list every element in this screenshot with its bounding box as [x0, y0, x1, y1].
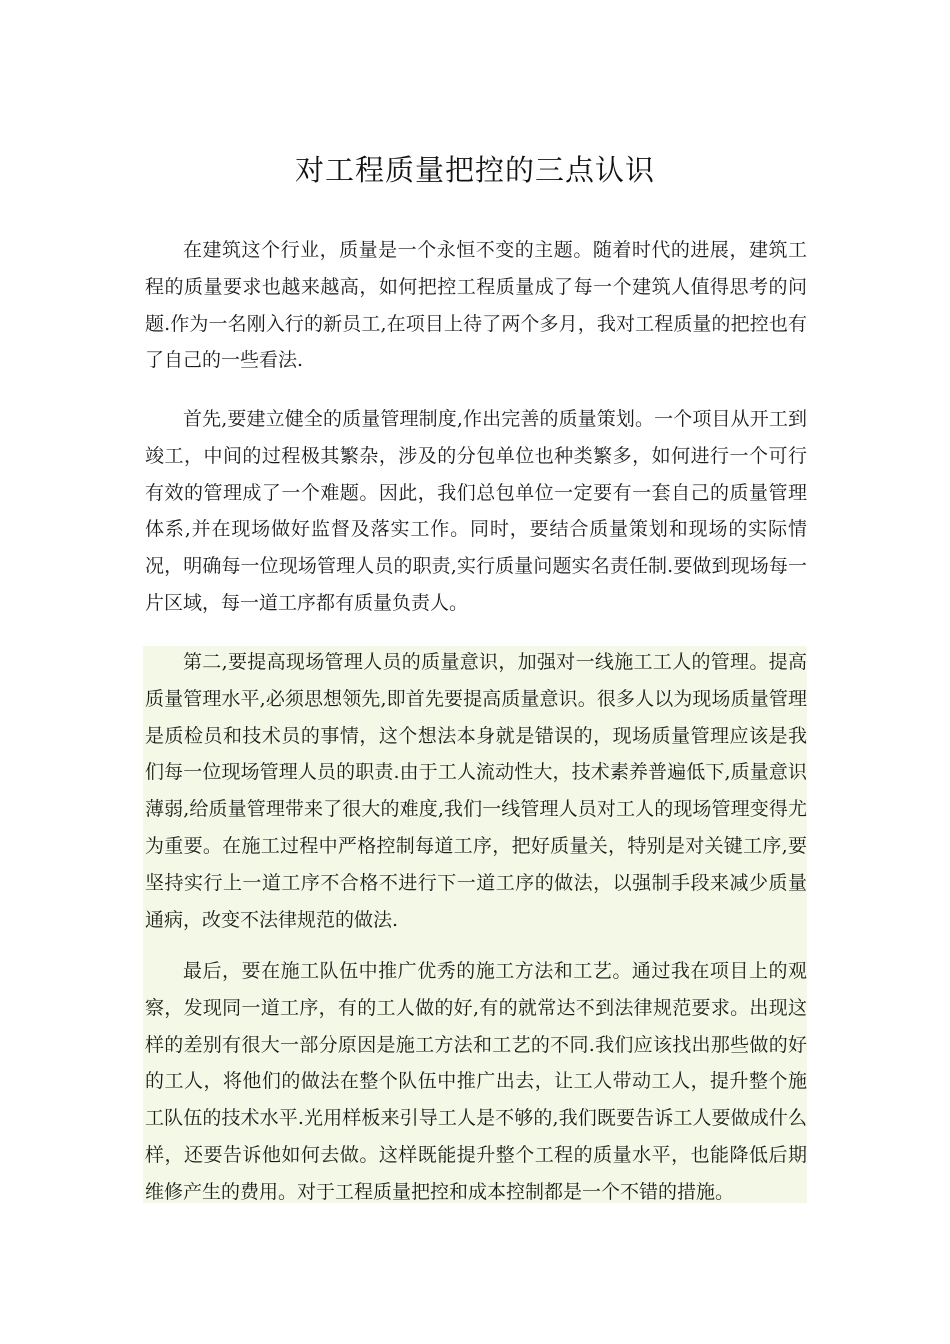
paragraph-first-point: 首先,要建立健全的质量管理制度,作出完善的质量策划。一个项目从开工到竣工，中间的过程极其繁杂，涉及的分包单位也种类繁多，如何进行一个可行有效的管理成了一个难题。因此，我们总包单位一定要有一套自己的质量管理体系,并在现场做好监督及落实工作。同时，要结合质量策划和现场的实际情况，明确每一位现场管理人员的职责,实行质量问题实名责任制.要做到现场每一片区域，每一道工序都有质量负责人。 — [145, 408, 807, 614]
paragraph-last-point: 最后，要在施工队伍中推广优秀的施工方法和工艺。通过我在项目上的观察，发现同一道工序，有的工人做的好,有的就常达不到法律规范要求。出现这样的差别有很大一部分原因是施工方法和工艺的不同.我们应该找出那些做的好的工人，将他们的做法在整个队伍中推广出去，让工人带动工人，提升整个施工队伍的技术水平.光用样板来引导工人是不够的,我们既要告诉工人要做成什么样，还要告诉他如何去做。这样既能提升整个工程的质量水平，也能降低后期维修产生的费用。对于工程质量把控和成本控制都是一个不错的措施。 — [145, 960, 807, 1203]
paragraph-intro: 在建筑这个行业，质量是一个永恒不变的主题。随着时代的进展，建筑工程的质量要求也越来越高，如何把控工程质量成了每一个建筑人值得思考的问题.作为一名刚入行的新员工,在项目上待了两个多月，我对工程质量的把控也有了自己的一些看法. — [145, 239, 807, 372]
paragraph-second-point: 第二,要提高现场管理人员的质量意识，加强对一线施工工人的管理。提高质量管理水平,必须思想领先,即首先要提高质量意识。很多人以为现场质量管理是质检员和技术员的事情，这个想法本身就是错误的，现场质量管理应该是我们每一位现场管理人员的职责.由于工人流动性大，技术素养普遍低下,质量意识薄弱,给质量管理带来了很大的难度,我们一线管理人员对工人的现场管理变得尤为重要。在施工过程中严格控制每道工序，把好质量关，特别是对关键工序,要坚持实行上一道工序不合格不进行下一道工序的做法，以强制手段来减少质量通病，改变不法律规范的做法. — [145, 651, 807, 931]
page-title: 对工程质量把控的三点认识 — [294, 153, 655, 187]
